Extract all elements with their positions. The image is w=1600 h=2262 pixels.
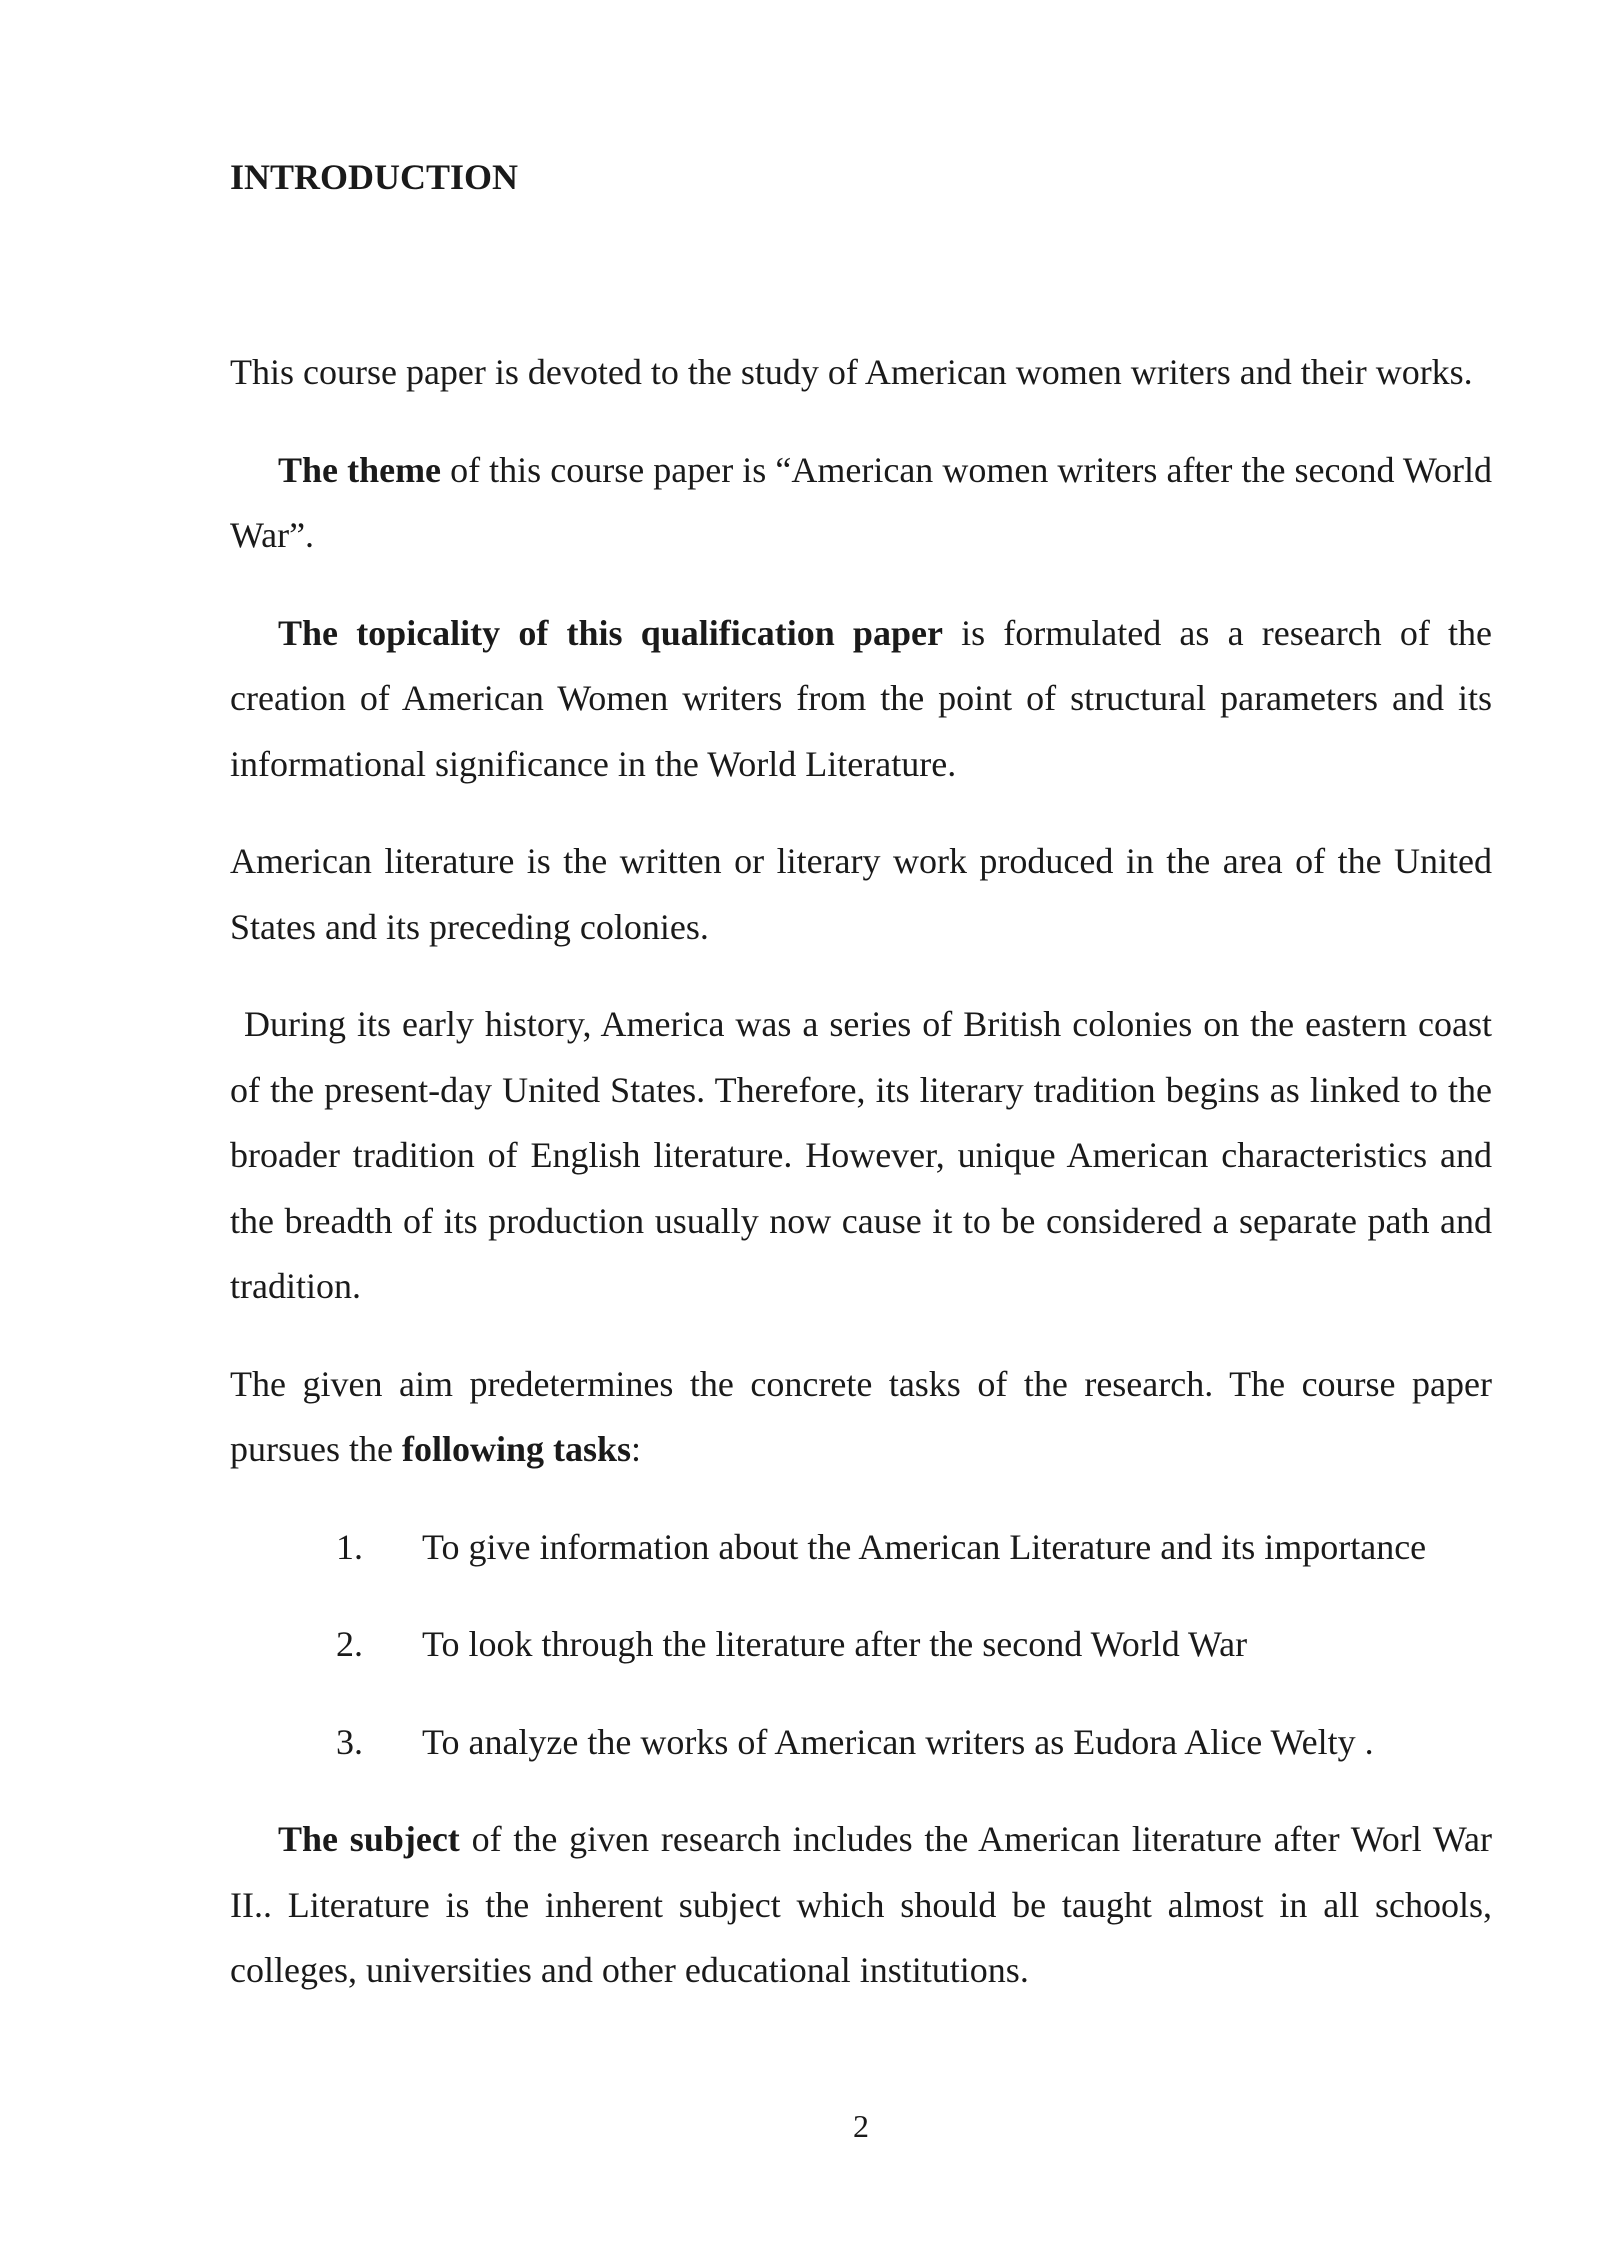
paragraph-intro: This course paper is devoted to the study of American women writers and their works. xyxy=(230,352,1473,392)
task-list xyxy=(230,1515,1492,1776)
theme-text: of this course paper is “American women writers after the second World War”. xyxy=(230,449,1492,555)
task-text: To give information about the American Literature and its importance xyxy=(422,1526,1427,1567)
subject-text: of the given research includes the American literature after Worl War II.. Literature is the inherent subject which should be taught almost in all schools, colleges, universities and other educational institutions. xyxy=(230,1819,1492,1990)
task-number: 2. xyxy=(336,1624,363,1664)
paragraph-theme xyxy=(230,438,1492,569)
topicality-text: is formulated as a research of the creation of American Women writers from the point of structural parameters and its informational significance in the World Literature. xyxy=(230,612,1492,784)
paragraph-topicality xyxy=(230,601,1492,798)
list-item xyxy=(230,1710,1492,1776)
task-text: To look through the literature after the second World War xyxy=(422,1624,1248,1664)
tasks-intro-bold: following tasks xyxy=(401,1429,632,1469)
tasks-intro-colon: : xyxy=(631,1429,642,1469)
document-body xyxy=(230,340,1492,2036)
subject-label: The subject xyxy=(278,1819,460,1859)
list-item xyxy=(230,1612,1492,1678)
paragraph-early-history: During its early history, America was a series of British colonies on the eastern coast of the present-day United States. Therefore, its literary tradition begins as linked to the broader tradition of English literature. However, unique American characteristics and the breadth of its production usually now cause it to be considered a separate path and tradition. xyxy=(230,1004,1492,1306)
paragraph-subject xyxy=(230,1807,1492,2004)
paragraph-tasks-intro xyxy=(230,1352,1492,1483)
page-heading: INTRODUCTION xyxy=(230,157,519,197)
task-number: 1. xyxy=(336,1526,363,1567)
task-number: 3. xyxy=(336,1721,363,1762)
page-number: 2 xyxy=(853,2108,869,2144)
task-text: To analyze the works of American writers as Eudora Alice Welty . xyxy=(422,1721,1374,1762)
list-item xyxy=(230,1515,1492,1581)
topicality-label: The topicality of this qualification paper xyxy=(278,612,943,653)
paragraph-american-literature: American literature is the written or literary work produced in the area of the United States and its preceding colonies. xyxy=(230,841,1492,947)
tasks-intro-text: The given aim predetermines the concrete tasks of the research. The course paper pursues the xyxy=(230,1363,1492,1469)
theme-label: The theme xyxy=(278,449,442,490)
